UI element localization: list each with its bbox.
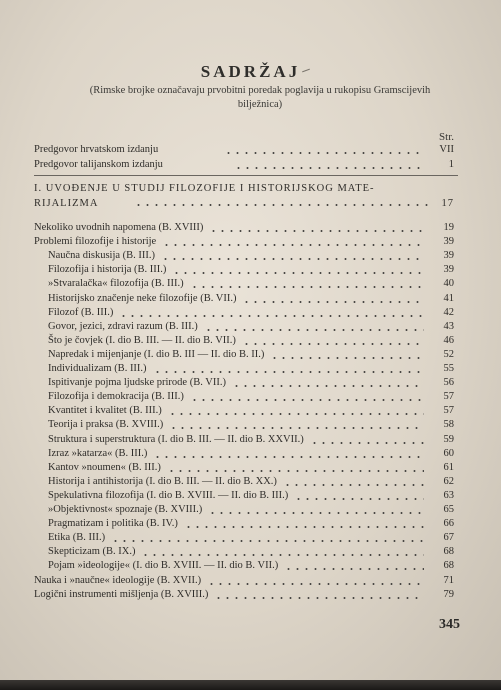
chapter-title-line-2 — [34, 196, 454, 211]
leader-dots — [232, 385, 424, 387]
toc-entry — [34, 588, 454, 602]
toc-entry-title: Filozof (B. III.) — [48, 306, 114, 318]
toc-entry-page: 1 — [448, 159, 454, 170]
leader-dots — [283, 484, 424, 486]
leader-dots — [190, 399, 424, 401]
leader-dots — [270, 357, 424, 359]
toc-entry-page: 57 — [443, 391, 454, 403]
toc-entry — [48, 559, 454, 573]
leader-dots — [162, 244, 424, 246]
leader-dots — [134, 204, 430, 206]
toc-entry-page: 42 — [443, 306, 454, 318]
toc-entry — [48, 433, 454, 447]
toc-entry-title: Ispitivanje pojma ljudske prirode (B. VII.) — [48, 377, 226, 389]
toc-entry-title: Etika (B. III.) — [48, 532, 106, 544]
toc-entry-page: 41 — [443, 292, 454, 304]
toc-entry-title: Logični instrumenti mišljenja (B. XVIII.) — [34, 588, 209, 600]
toc-entry-page: 59 — [443, 433, 454, 445]
leader-dots — [190, 286, 424, 288]
leader-dots — [242, 301, 424, 303]
leader-dots — [224, 152, 424, 154]
toc-entry-title: Skepticizam (B. IX.) — [48, 546, 136, 558]
leader-dots — [284, 568, 424, 570]
toc-entry-title: Teorija i praksa (B. XVIII.) — [48, 419, 164, 431]
toc-entry — [48, 277, 454, 291]
toc-entry-page: 55 — [443, 363, 454, 374]
leader-dots — [172, 272, 424, 274]
leader-dots — [310, 442, 424, 444]
toc-entry-title: Pragmatizam i politika (B. IV.) — [48, 518, 178, 530]
toc-entry — [34, 235, 454, 249]
toc-entry-title: Historijsko značenje neke filozofije (B. VII.) — [48, 292, 237, 304]
toc-entry-page: 40 — [443, 278, 454, 290]
toc-entry-title: Predgovor hrvatskom izdanju — [34, 144, 159, 155]
toc-entry-title: »Objektivnost« spoznaje (B. XVIII.) — [48, 504, 203, 515]
toc-entry-page: 19 — [443, 222, 454, 233]
preface-row — [34, 158, 454, 172]
leader-dots — [207, 583, 424, 585]
leader-dots — [234, 167, 424, 169]
toc-entry-title: Predgovor talijanskom izdanju — [34, 159, 163, 170]
toc-entry-title: Kvantitet i kvalitet (B. III.) — [48, 405, 162, 417]
toc-entry — [48, 418, 454, 432]
toc-entry — [48, 390, 454, 404]
leader-dots — [141, 554, 424, 556]
leader-dots — [167, 470, 424, 472]
page-number: 345 — [439, 617, 460, 632]
leader-dots — [184, 526, 424, 528]
toc-entry — [48, 334, 454, 348]
leader-dots — [208, 512, 424, 514]
leader-dots — [153, 456, 424, 458]
toc-entry — [48, 489, 454, 503]
toc-entry-page: 66 — [443, 518, 454, 530]
toc-entry — [48, 263, 454, 277]
toc-entry-title: Izraz »katarza« (B. III.) — [48, 447, 148, 459]
toc-entry-page: 58 — [443, 419, 454, 431]
leader-dots — [119, 315, 424, 317]
leader-dots — [214, 597, 424, 599]
toc-entry-page: 43 — [443, 320, 454, 332]
toc-entry-title: Govor, jezici, zdravi razum (B. III.) — [48, 320, 198, 332]
toc-entry — [48, 362, 454, 376]
toc-entry-page: 68 — [443, 560, 454, 572]
chapter-title-line: RIJALIZMA — [34, 198, 99, 209]
toc-entry-page: 52 — [443, 348, 454, 360]
toc-entry — [48, 306, 454, 320]
toc-entry-title: Filozofija i historija (B. III.) — [48, 264, 167, 276]
toc-entry — [48, 517, 454, 531]
leader-dots — [209, 230, 424, 232]
toc-entry-page: 56 — [443, 377, 454, 389]
leader-dots — [153, 371, 424, 373]
toc-entry — [34, 574, 454, 588]
toc-entry-page: 39 — [443, 250, 454, 262]
toc-entry-title: Historija i antihistorija (I. dio B. III. — II. dio B. XX.) — [48, 475, 277, 487]
toc-entry-title: Problemi filozofije i historije — [34, 236, 157, 248]
toc-entry-page: 62 — [443, 475, 454, 487]
toc-entry-page: 60 — [443, 447, 454, 459]
leader-dots — [169, 427, 424, 429]
toc-entry — [34, 221, 454, 235]
toc-entry-title: Filozofija i demokracija (B. III.) — [48, 391, 184, 403]
toc-entry-page: 39 — [443, 264, 454, 276]
toc-entry-page: 65 — [443, 504, 454, 515]
toc-entry — [48, 503, 454, 517]
divider — [34, 175, 458, 176]
toc-entry-title: »Stvaralačka« filozofija (B. III.) — [48, 278, 184, 290]
toc-entry — [48, 475, 454, 489]
leader-dots — [111, 540, 424, 542]
toc-entry-title: Što je čovjek (I. dio B. III. — II. dio B. VII.) — [48, 334, 236, 346]
numbering-note: (Rimske brojke označavaju prvobitni poredak poglavija u rukopisu Gramscijevih bilježnica) — [89, 85, 431, 110]
preface-row — [34, 143, 454, 157]
leader-dots — [242, 343, 424, 345]
toc-entry-page: 61 — [443, 461, 454, 473]
toc-entry — [48, 404, 454, 418]
toc-entry — [48, 376, 454, 390]
page-bottom-edge — [0, 680, 501, 690]
toc-entry-page: 68 — [443, 546, 454, 558]
toc-entry — [48, 447, 454, 461]
leader-dots — [294, 498, 424, 500]
toc-entry — [48, 292, 454, 306]
toc-entry-page: 63 — [443, 489, 454, 501]
toc-entry-title: Nekoliko uvodnih napomena (B. XVIII) — [34, 222, 204, 233]
toc-entry-title: Naučna diskusija (B. III.) — [48, 250, 156, 262]
page-column-header: Str. — [439, 131, 454, 143]
toc-entry-title: Napredak i mijenjanje (I. dio B. III — II. dio B. II.) — [48, 348, 265, 360]
toc-entry-page: 71 — [443, 574, 454, 586]
toc-entry — [48, 461, 454, 475]
page-title: SADRŽAJ — [200, 62, 301, 81]
toc-entry-page: 46 — [443, 334, 454, 346]
toc-entry — [48, 545, 454, 559]
toc-entry-page: 39 — [443, 236, 454, 248]
chapter-page: 17 — [441, 198, 454, 209]
leader-dots — [204, 329, 424, 331]
toc-entry-title: Spekulativna filozofija (I. dio B. XVIII. — II. dio B. III.) — [48, 489, 289, 501]
toc-entry-title: Nauka i »naučne« ideologije (B. XVII.) — [34, 574, 202, 586]
toc-entry — [48, 320, 454, 334]
chapter-heading — [34, 181, 454, 211]
toc-entry-title: Kantov »noumen« (B. III.) — [48, 461, 161, 473]
toc-entry — [48, 531, 454, 545]
toc-entry-page: 79 — [443, 588, 454, 600]
toc-entry — [48, 348, 454, 362]
toc-entry-page: 67 — [443, 532, 454, 544]
toc-entry-page: 57 — [443, 405, 454, 417]
toc-entry-title: Pojam »ideologije« (I. dio B. XVIII. — II. dio B. VII.) — [48, 560, 279, 572]
toc-entry-title: Struktura i superstruktura (I. dio B. III. — II. dio B. XXVII.) — [48, 433, 304, 445]
toc-entry-page: VII — [439, 144, 454, 155]
chapter-title-line: I. UVOĐENJE U STUDIJ FILOZOFIJE I HISTORIJSKOG MATE- — [34, 183, 375, 194]
toc-entry — [48, 249, 454, 263]
toc-entry-title: Individualizam (B. III.) — [48, 363, 147, 374]
leader-dots — [168, 413, 424, 415]
leader-dots — [161, 258, 424, 260]
